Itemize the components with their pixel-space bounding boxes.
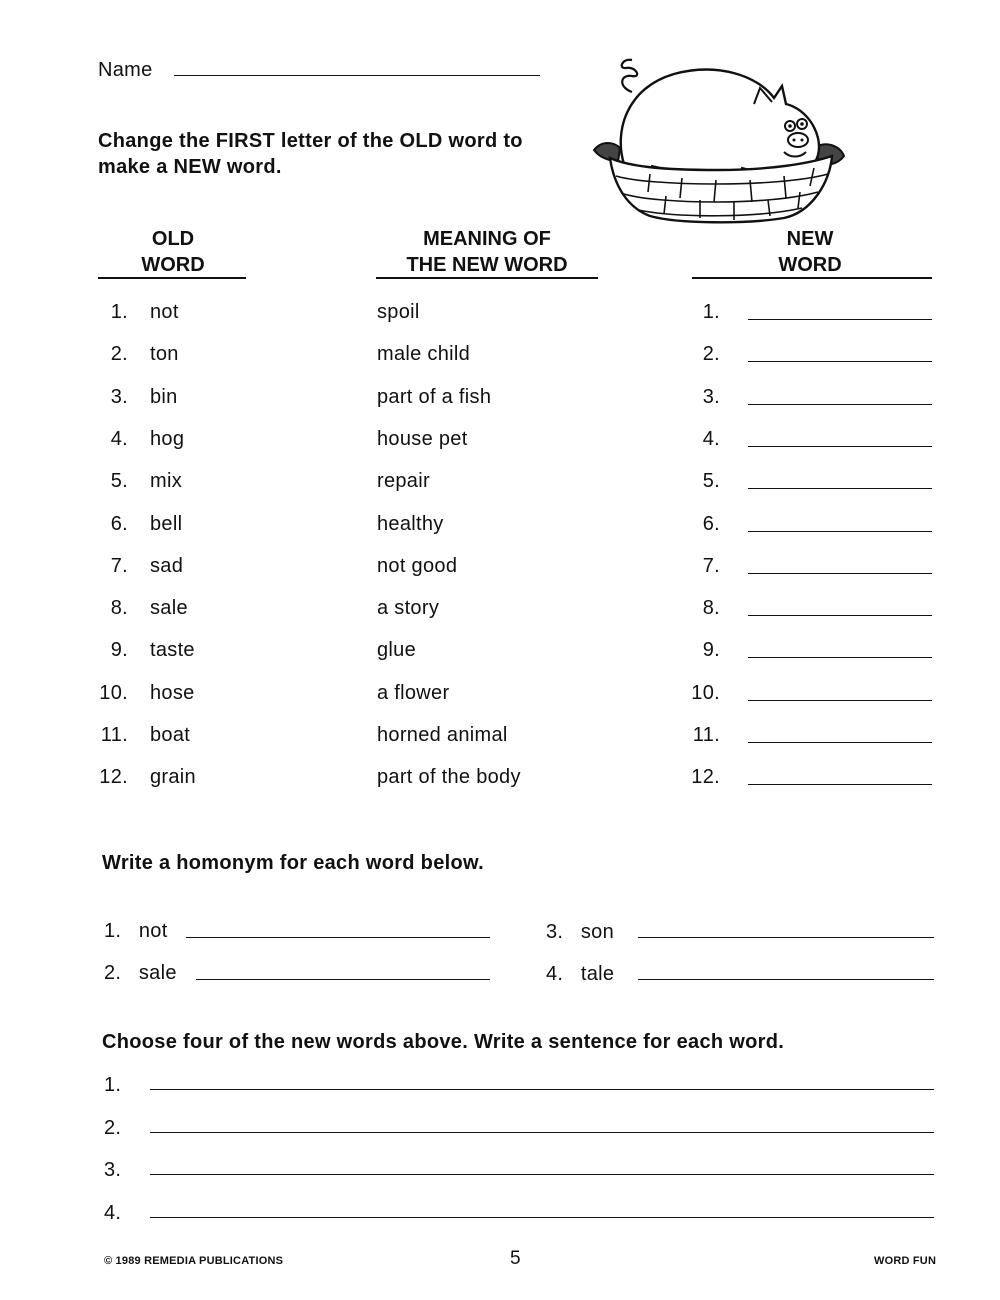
old-word: ton [150, 343, 179, 365]
table-row [0, 512, 1000, 542]
new-word-number: 7. [702, 555, 720, 577]
new-word-number: 9. [702, 639, 720, 661]
sentence-num-4: 4. [104, 1202, 122, 1224]
row-number: 4. [110, 428, 128, 450]
header-meaning-rule [376, 277, 598, 279]
table-row [0, 427, 1000, 457]
table-row [0, 300, 1000, 330]
table-row [0, 681, 1000, 711]
header-new-word [740, 226, 880, 278]
table-row [0, 596, 1000, 626]
new-word-number: 8. [702, 597, 720, 619]
new-word-blank[interactable] [748, 700, 932, 701]
header-old-line-2: WORD [141, 254, 205, 276]
old-word: boat [150, 724, 191, 746]
header-new-line-1: NEW [786, 228, 834, 250]
table-row [0, 342, 1000, 372]
header-new-line-2: WORD [778, 254, 842, 276]
table-row [0, 638, 1000, 668]
new-word-number: 5. [702, 470, 720, 492]
new-word-blank[interactable] [748, 573, 932, 574]
old-word: not [150, 301, 179, 323]
footer-book-title: WORD FUN [874, 1255, 937, 1267]
homonym-title: Write a homonym for each word below. [102, 852, 484, 874]
table-row [0, 723, 1000, 753]
sentence-line-1[interactable] [150, 1089, 934, 1090]
instructions-line-2: make a NEW word. [98, 156, 282, 178]
footer-copyright: © 1989 REMEDIA PUBLICATIONS [104, 1255, 284, 1267]
new-word-number: 4. [702, 428, 720, 450]
row-number: 3. [110, 386, 128, 408]
new-word-number: 10. [691, 682, 720, 704]
table-row [0, 765, 1000, 795]
row-number: 12. [99, 766, 128, 788]
sentence-line-3[interactable] [150, 1174, 934, 1175]
row-number: 6. [110, 513, 128, 535]
header-meaning [376, 226, 598, 278]
row-number: 5. [110, 470, 128, 492]
header-new-rule [692, 277, 932, 279]
meaning: part of a fish [377, 386, 492, 408]
header-old-word [100, 226, 246, 278]
header-old-rule [98, 277, 246, 279]
new-word-number: 3. [702, 386, 720, 408]
homonym-item-2 [104, 961, 177, 985]
row-number: 7. [110, 555, 128, 577]
homonym-num: 4. [546, 963, 564, 985]
new-word-number: 6. [702, 513, 720, 535]
name-field[interactable] [174, 75, 540, 76]
new-word-blank[interactable] [748, 488, 932, 489]
meaning: spoil [377, 301, 420, 323]
new-word-blank[interactable] [748, 531, 932, 532]
new-word-number: 2. [702, 343, 720, 365]
old-word: bell [150, 513, 183, 535]
new-word-blank[interactable] [748, 657, 932, 658]
homonym-num: 2. [104, 962, 122, 984]
meaning: repair [377, 470, 430, 492]
new-word-number: 12. [691, 766, 720, 788]
old-word: hose [150, 682, 195, 704]
meaning: horned animal [377, 724, 508, 746]
sentence-num-3: 3. [104, 1159, 122, 1181]
new-word-blank[interactable] [748, 404, 932, 405]
meaning: a flower [377, 682, 450, 704]
table-row [0, 385, 1000, 415]
sentence-line-4[interactable] [150, 1217, 934, 1218]
new-word-blank[interactable] [748, 742, 932, 743]
pig-in-basket-illustration [588, 52, 860, 228]
header-old-line-1: OLD [151, 228, 195, 250]
meaning: a story [377, 597, 440, 619]
table-row [0, 554, 1000, 584]
old-word: hog [150, 428, 185, 450]
page-number: 5 [510, 1248, 521, 1269]
meaning: male child [377, 343, 471, 365]
table-row [0, 469, 1000, 499]
meaning: healthy [377, 513, 444, 535]
old-word: taste [150, 639, 195, 661]
row-number: 9. [110, 639, 128, 661]
homonym-blank-4[interactable] [638, 979, 934, 980]
meaning: glue [377, 639, 417, 661]
name-label: Name [98, 59, 153, 81]
new-word-number: 11. [692, 724, 720, 746]
homonym-item-4 [546, 962, 614, 986]
sentence-num-1: 1. [104, 1074, 122, 1096]
homonym-word: son [580, 921, 615, 943]
new-word-blank[interactable] [748, 319, 932, 320]
header-meaning-line-1: MEANING OF [423, 228, 551, 250]
row-number: 2. [110, 343, 128, 365]
homonym-num: 3. [546, 921, 564, 943]
meaning: part of the body [377, 766, 521, 788]
sentence-line-2[interactable] [150, 1132, 934, 1133]
new-word-blank[interactable] [748, 784, 932, 785]
new-word-blank[interactable] [748, 446, 932, 447]
instructions-line-1: Change the FIRST letter of the OLD word to [98, 130, 523, 152]
old-word: mix [150, 470, 183, 492]
row-number: 10. [99, 682, 128, 704]
new-word-blank[interactable] [748, 361, 932, 362]
homonym-word: not [138, 920, 168, 942]
sentence-num-2: 2. [104, 1117, 122, 1139]
homonym-item-1 [104, 919, 168, 943]
new-word-number: 1. [702, 301, 720, 323]
header-meaning-line-2: THE NEW WORD [406, 254, 568, 276]
homonym-item-3 [546, 920, 614, 944]
new-word-blank[interactable] [748, 615, 932, 616]
sentences-title: Choose four of the new words above. Write a sentence for each word. [102, 1031, 785, 1053]
meaning: not good [377, 555, 458, 577]
old-word: sale [150, 597, 188, 619]
homonym-word: sale [138, 962, 177, 984]
old-word: sad [150, 555, 184, 577]
homonym-num: 1. [104, 920, 122, 942]
old-word: grain [150, 766, 196, 788]
meaning: house pet [377, 428, 468, 450]
homonym-blank-3[interactable] [638, 937, 934, 938]
row-number: 1. [110, 301, 128, 323]
homonym-word: tale [580, 963, 615, 985]
row-number: 11. [100, 724, 128, 746]
homonym-blank-1[interactable] [186, 937, 490, 938]
row-number: 8. [110, 597, 128, 619]
homonym-blank-2[interactable] [196, 979, 490, 980]
old-word: bin [150, 386, 178, 408]
